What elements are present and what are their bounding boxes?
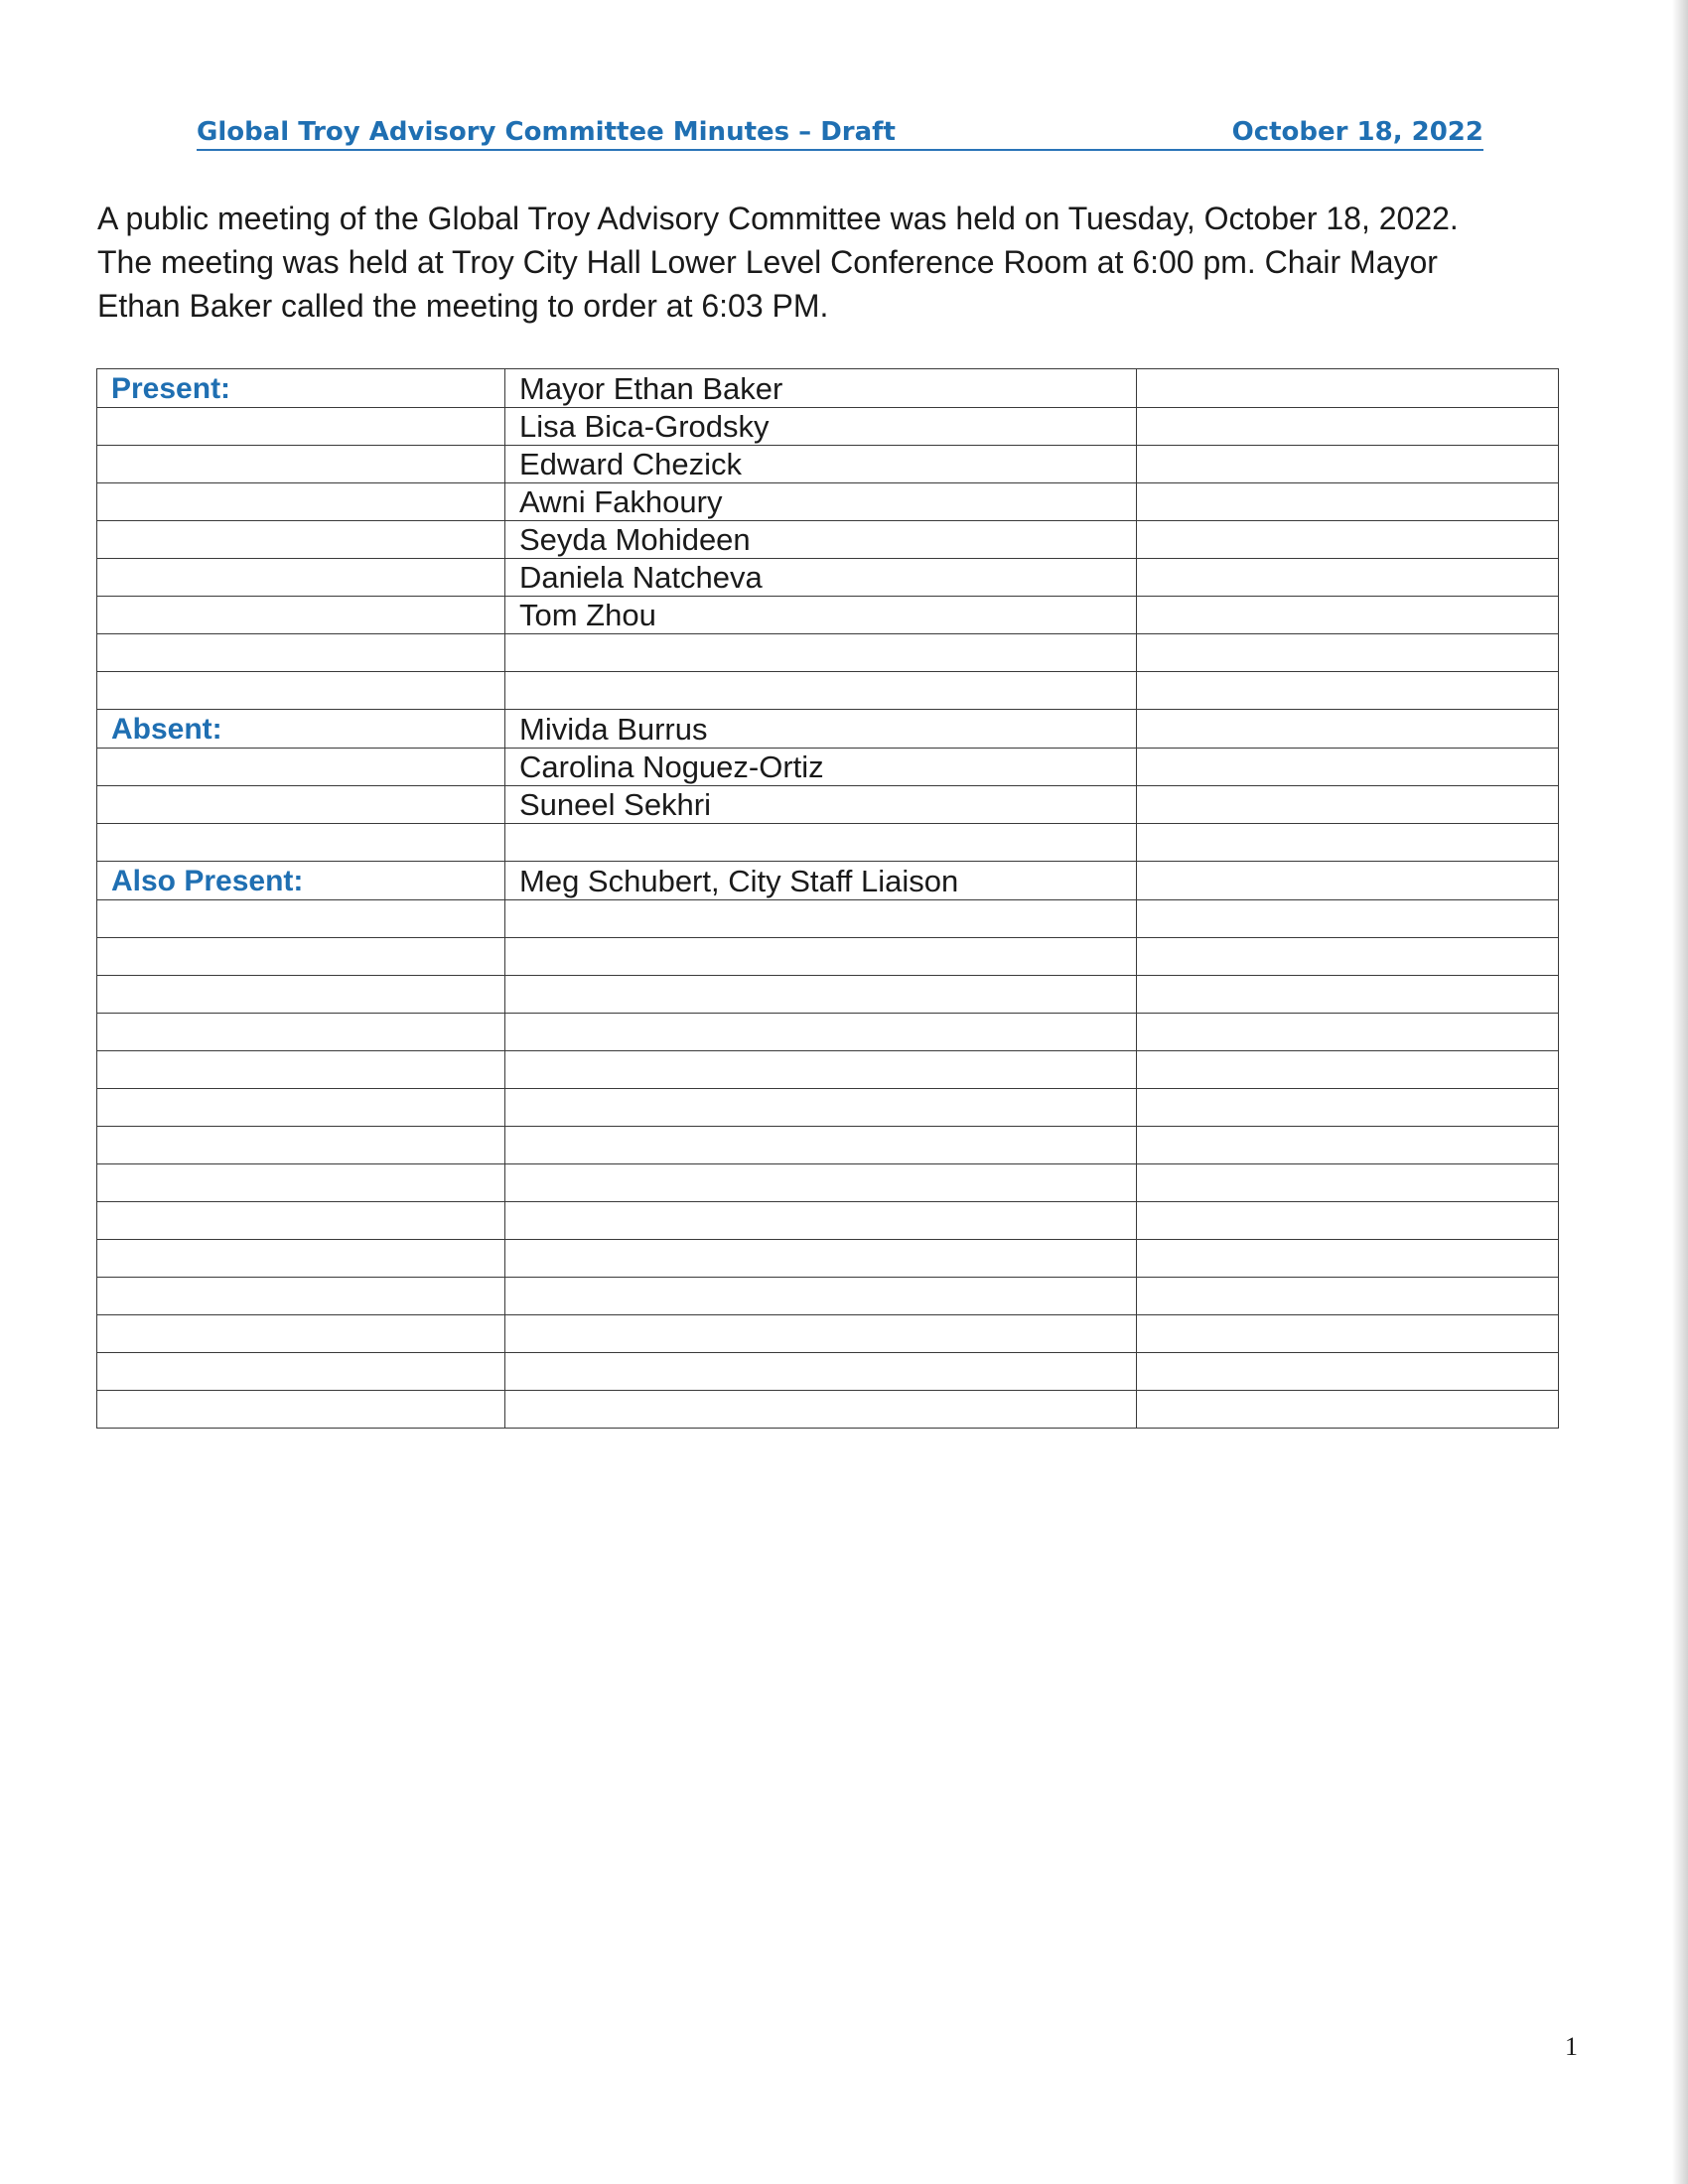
page-edge-shadow <box>1672 0 1688 2184</box>
table-row <box>97 824 1559 862</box>
empty-cell <box>505 938 1137 976</box>
empty-cell <box>97 634 505 672</box>
also-present-label: Also Present: <box>97 862 505 900</box>
empty-cell <box>1137 559 1559 597</box>
table-row <box>97 862 1559 900</box>
empty-cell <box>1137 521 1559 559</box>
empty-cell <box>1137 1353 1559 1391</box>
table-row <box>97 786 1559 824</box>
table-row <box>97 369 1559 408</box>
table-row <box>97 446 1559 483</box>
table-row <box>97 1164 1559 1202</box>
table-row <box>97 1014 1559 1051</box>
table-row <box>97 521 1559 559</box>
table-row <box>97 1202 1559 1240</box>
empty-cell <box>505 1089 1137 1127</box>
table-row <box>97 1051 1559 1089</box>
empty-cell <box>97 1164 505 1202</box>
absentee-name: Carolina Noguez-Ortiz <box>505 749 1137 786</box>
empty-cell <box>97 1240 505 1278</box>
empty-cell <box>1137 862 1559 900</box>
intro-line: A public meeting of the Global Troy Advisory Committee was held on Tuesday, October 18, 2022. <box>97 201 1459 236</box>
table-row <box>97 1089 1559 1127</box>
empty-cell <box>1137 597 1559 634</box>
empty-cell <box>97 900 505 938</box>
page-number: 1 <box>1565 2032 1578 2061</box>
empty-cell <box>505 1127 1137 1164</box>
intro-line: The meeting was held at Troy City Hall Lower Level Conference Room at 6:00 pm. Chair Mayor <box>97 244 1438 280</box>
table-row <box>97 710 1559 749</box>
empty-cell <box>1137 408 1559 446</box>
table-row <box>97 938 1559 976</box>
document-header <box>197 117 1483 151</box>
empty-cell <box>1137 900 1559 938</box>
attendee-name: Tom Zhou <box>505 597 1137 634</box>
empty-cell <box>1137 483 1559 521</box>
empty-cell <box>1137 634 1559 672</box>
empty-cell <box>505 1353 1137 1391</box>
empty-cell <box>97 446 505 483</box>
table-row <box>97 483 1559 521</box>
empty-cell <box>1137 1089 1559 1127</box>
table-row <box>97 1240 1559 1278</box>
empty-cell <box>1137 1127 1559 1164</box>
empty-cell <box>1137 672 1559 710</box>
empty-cell <box>505 672 1137 710</box>
table-row <box>97 1391 1559 1429</box>
empty-cell <box>97 408 505 446</box>
empty-cell <box>1137 1014 1559 1051</box>
empty-cell <box>505 1240 1137 1278</box>
empty-cell <box>97 1278 505 1315</box>
empty-cell <box>505 1051 1137 1089</box>
empty-cell <box>97 1202 505 1240</box>
present-label: Present: <box>97 369 505 408</box>
empty-cell <box>505 1391 1137 1429</box>
empty-cell <box>97 1315 505 1353</box>
empty-cell <box>505 824 1137 862</box>
attendee-name: Mayor Ethan Baker <box>505 369 1137 408</box>
empty-cell <box>1137 786 1559 824</box>
empty-cell <box>505 1202 1137 1240</box>
empty-cell <box>97 1089 505 1127</box>
table-row <box>97 559 1559 597</box>
empty-cell <box>97 749 505 786</box>
intro-line: Ethan Baker called the meeting to order at 6:03 PM. <box>97 288 829 324</box>
empty-cell <box>1137 1391 1559 1429</box>
empty-cell <box>97 1051 505 1089</box>
attendee-name: Awni Fakhoury <box>505 483 1137 521</box>
empty-cell <box>97 976 505 1014</box>
empty-cell <box>1137 710 1559 749</box>
document-title: Global Troy Advisory Committee Minutes – Draft <box>197 117 896 147</box>
intro-paragraph <box>97 197 1567 328</box>
empty-cell <box>97 521 505 559</box>
document-date: October 18, 2022 <box>1231 117 1483 147</box>
attendee-name: Seyda Mohideen <box>505 521 1137 559</box>
empty-cell <box>1137 1315 1559 1353</box>
empty-cell <box>1137 1164 1559 1202</box>
empty-cell <box>97 483 505 521</box>
empty-cell <box>505 900 1137 938</box>
empty-cell <box>1137 824 1559 862</box>
attendance-table <box>96 368 1559 1429</box>
table-row <box>97 1353 1559 1391</box>
empty-cell <box>97 1391 505 1429</box>
table-row <box>97 976 1559 1014</box>
table-row <box>97 749 1559 786</box>
table-row <box>97 900 1559 938</box>
table-row <box>97 597 1559 634</box>
empty-cell <box>505 1164 1137 1202</box>
table-row <box>97 672 1559 710</box>
staff-name: Meg Schubert, City Staff Liaison <box>505 862 1137 900</box>
empty-cell <box>505 1014 1137 1051</box>
empty-cell <box>97 824 505 862</box>
table-row <box>97 408 1559 446</box>
empty-cell <box>1137 1278 1559 1315</box>
empty-cell <box>1137 1051 1559 1089</box>
empty-cell <box>1137 1202 1559 1240</box>
attendee-name: Lisa Bica-Grodsky <box>505 408 1137 446</box>
empty-cell <box>505 1315 1137 1353</box>
table-row <box>97 1127 1559 1164</box>
empty-cell <box>97 786 505 824</box>
table-row <box>97 1278 1559 1315</box>
empty-cell <box>97 1127 505 1164</box>
empty-cell <box>97 938 505 976</box>
empty-cell <box>97 559 505 597</box>
empty-cell <box>97 1014 505 1051</box>
empty-cell <box>1137 976 1559 1014</box>
empty-cell <box>1137 938 1559 976</box>
empty-cell <box>1137 1240 1559 1278</box>
empty-cell <box>1137 369 1559 408</box>
attendee-name: Edward Chezick <box>505 446 1137 483</box>
empty-cell <box>97 672 505 710</box>
empty-cell <box>505 976 1137 1014</box>
attendee-name: Daniela Natcheva <box>505 559 1137 597</box>
empty-cell <box>97 597 505 634</box>
empty-cell <box>1137 446 1559 483</box>
empty-cell <box>505 634 1137 672</box>
table-row <box>97 1315 1559 1353</box>
empty-cell <box>97 1353 505 1391</box>
absent-label: Absent: <box>97 710 505 749</box>
absentee-name: Mivida Burrus <box>505 710 1137 749</box>
empty-cell <box>1137 749 1559 786</box>
table-row <box>97 634 1559 672</box>
empty-cell <box>505 1278 1137 1315</box>
absentee-name: Suneel Sekhri <box>505 786 1137 824</box>
